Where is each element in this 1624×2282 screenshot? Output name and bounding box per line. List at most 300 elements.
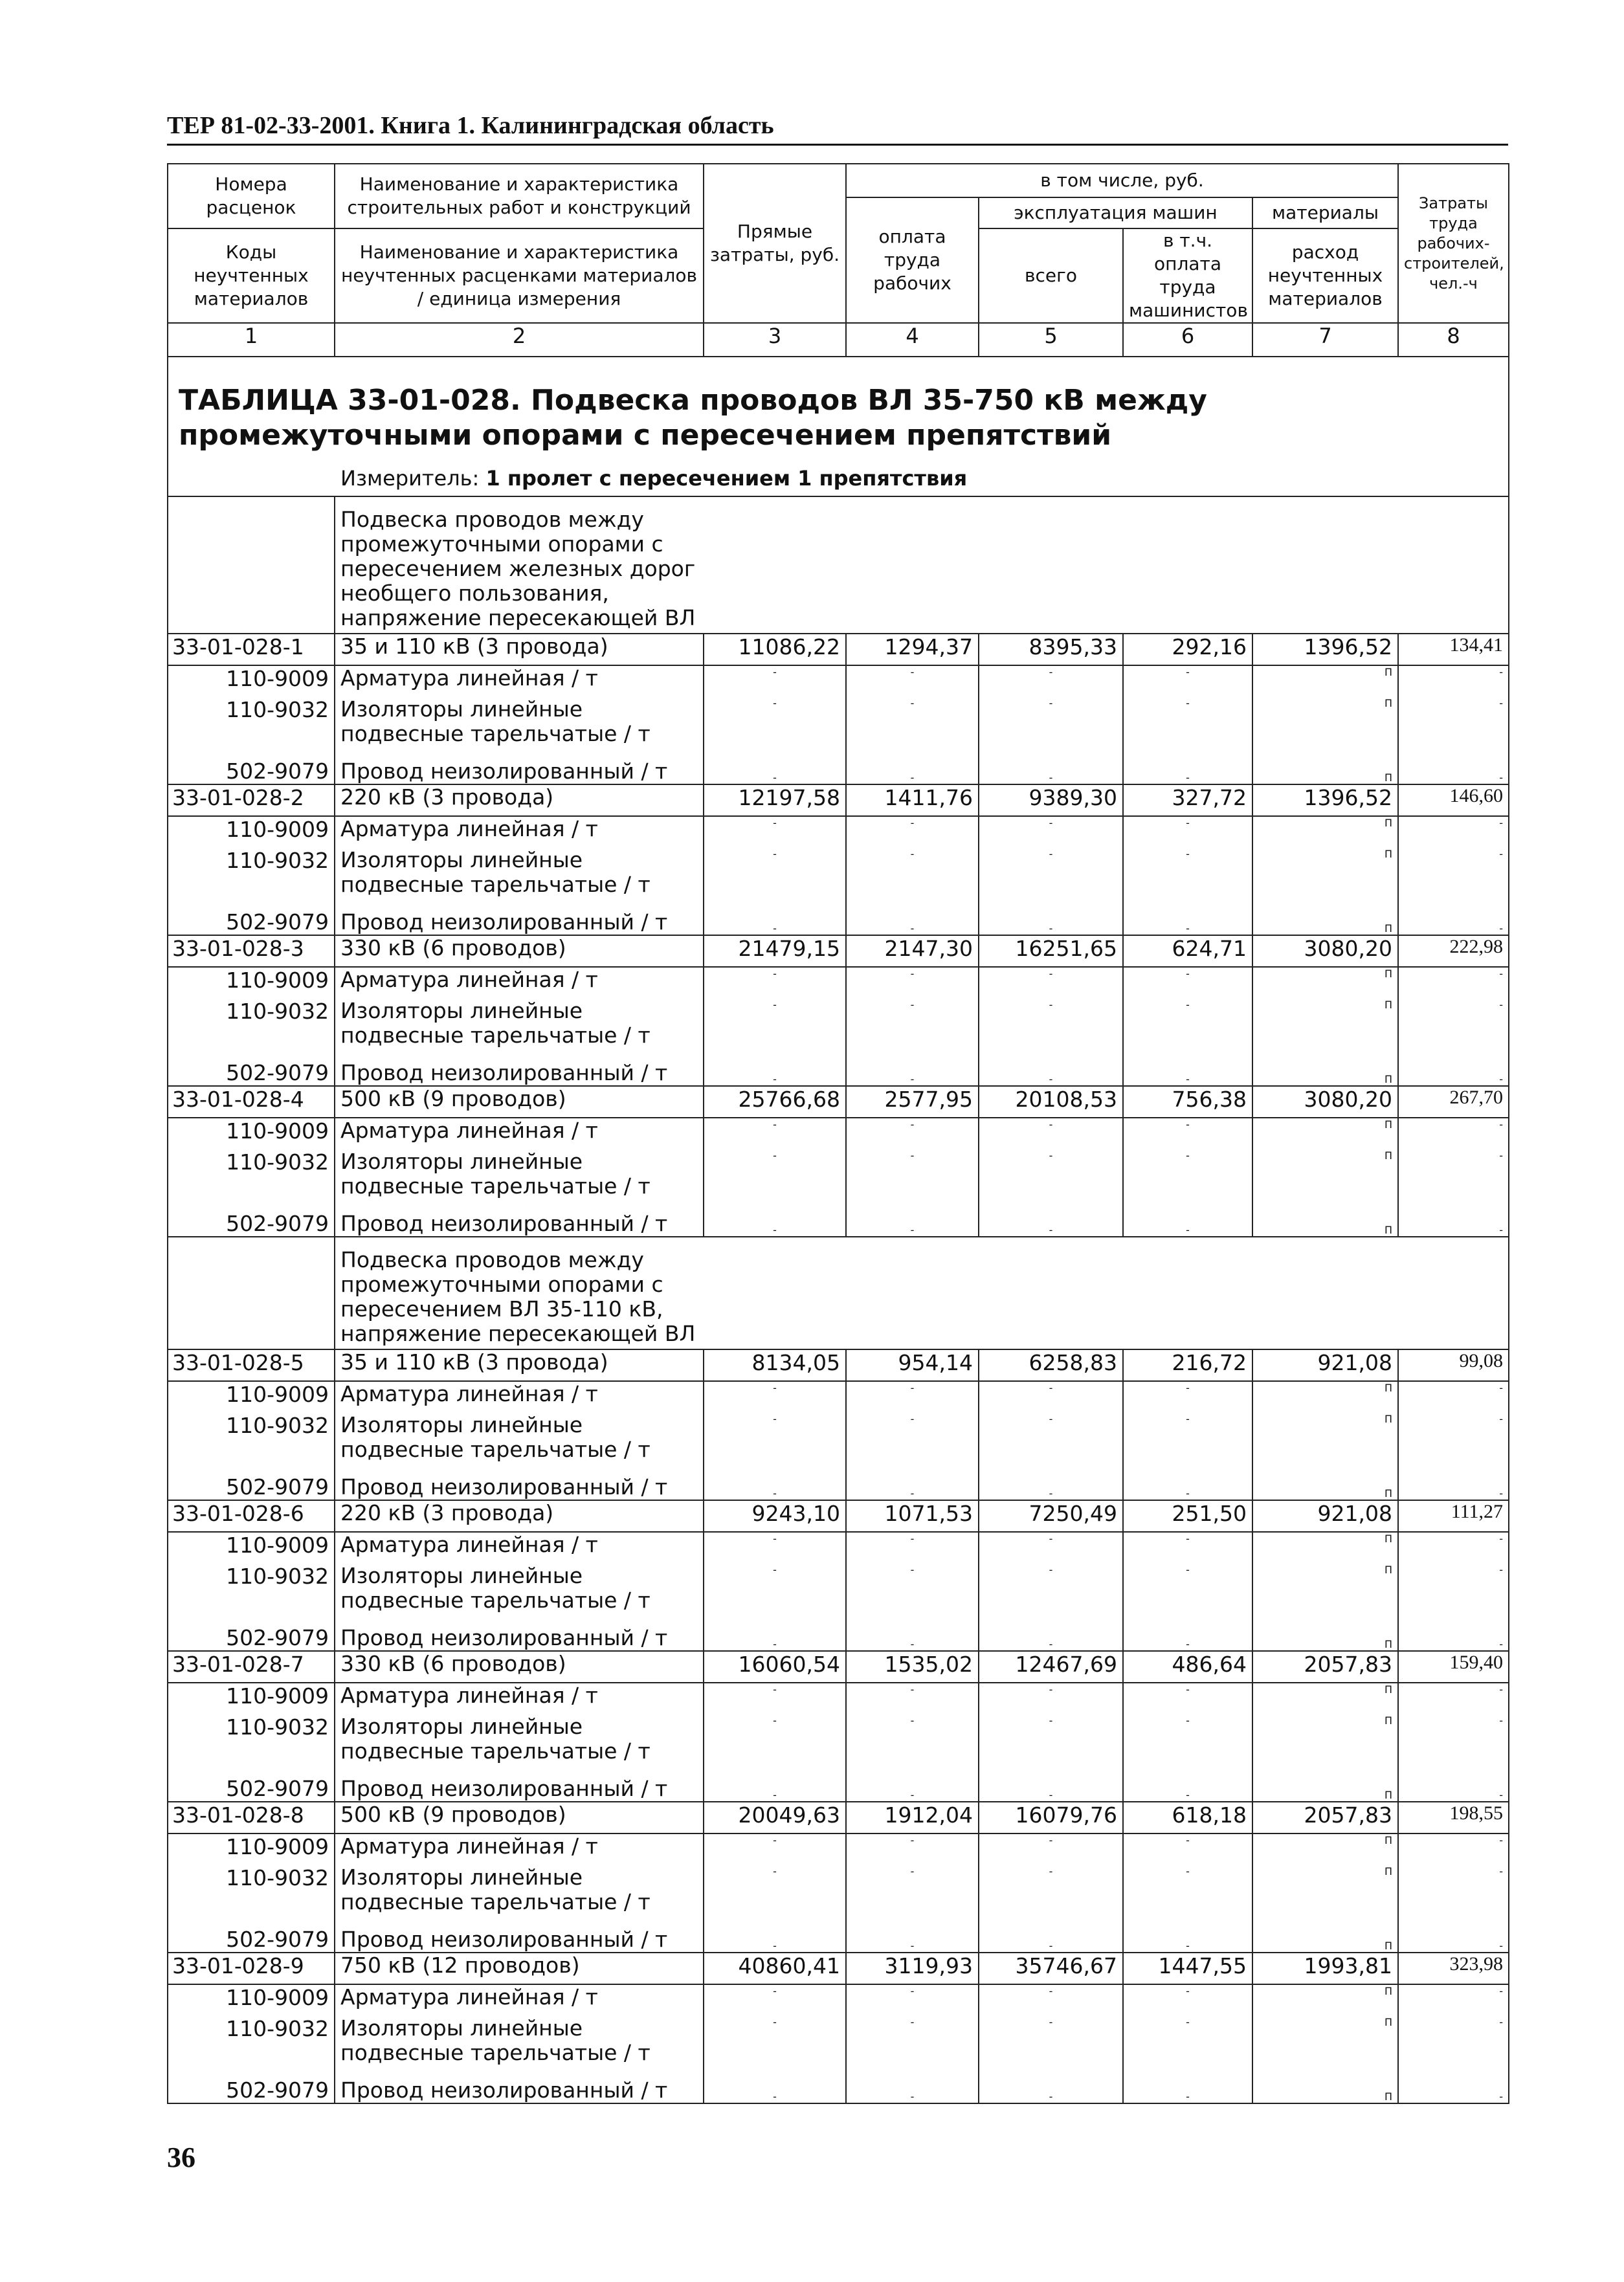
dash-cell: - — [846, 1921, 979, 1953]
material-flag: П — [1252, 2072, 1398, 2103]
rate-code: 33-01-028-2 — [168, 784, 335, 816]
material-row — [168, 1381, 1509, 1413]
dash-cell: - — [704, 1683, 846, 1714]
material-flag: П — [1252, 1205, 1398, 1237]
dash-cell: - — [1398, 1149, 1509, 1205]
material-name: Изоляторы линейные подвесные тарельчатые / т — [335, 999, 704, 1054]
dash-cell: - — [704, 1564, 846, 1619]
material-row — [168, 1532, 1509, 1564]
col2-top-header: Наименование и характеристика строительных работ и конструкций — [335, 164, 704, 228]
machines-cost: 8395,33 — [979, 634, 1123, 665]
dash-cell: - — [846, 1770, 979, 1802]
dash-cell: - — [704, 1054, 846, 1086]
materials-cost: 1396,52 — [1252, 634, 1398, 665]
material-code: 110-9032 — [168, 1413, 335, 1468]
dash-cell: - — [704, 1619, 846, 1651]
dash-cell: - — [704, 967, 846, 999]
material-code: 502-9079 — [168, 2072, 335, 2103]
material-flag: П — [1252, 697, 1398, 753]
direct-costs: 12197,58 — [704, 784, 846, 816]
dash-cell: - — [979, 753, 1123, 784]
material-code: 110-9009 — [168, 967, 335, 999]
dash-cell: - — [979, 1381, 1123, 1413]
dash-cell: - — [979, 816, 1123, 848]
material-code: 110-9009 — [168, 1532, 335, 1564]
dash-cell: - — [704, 697, 846, 753]
col6-header: в т.ч. оплата труда машинистов — [1123, 228, 1252, 323]
dash-cell: - — [1123, 848, 1252, 903]
material-flag: П — [1252, 1833, 1398, 1865]
table-head — [168, 164, 1509, 357]
dash-cell: - — [846, 753, 979, 784]
material-code: 110-9032 — [168, 1714, 335, 1770]
material-code: 110-9032 — [168, 999, 335, 1054]
dash-cell: - — [846, 1714, 979, 1770]
dash-cell: - — [979, 1683, 1123, 1714]
machinists-cost: 618,18 — [1123, 1802, 1252, 1833]
group-heading-row — [168, 496, 1509, 634]
dash-cell: - — [979, 1984, 1123, 2016]
dash-cell: - — [704, 1770, 846, 1802]
labor-hours: 159,40 — [1398, 1651, 1509, 1683]
material-flag: П — [1252, 753, 1398, 784]
dash-cell: - — [1398, 1054, 1509, 1086]
col8-header: Затраты труда рабочих-строителей, чел.-ч — [1398, 164, 1509, 323]
rate-name: 220 кВ (3 провода) — [335, 784, 704, 816]
material-flag: П — [1252, 1381, 1398, 1413]
machinists-cost: 251,50 — [1123, 1500, 1252, 1532]
materials-cost: 3080,20 — [1252, 1086, 1398, 1118]
material-code: 110-9009 — [168, 1833, 335, 1865]
dash-cell: - — [1398, 999, 1509, 1054]
labor-hours: 146,60 — [1398, 784, 1509, 816]
machinists-cost: 624,71 — [1123, 935, 1252, 967]
material-name: Провод неизолированный / т — [335, 1619, 704, 1651]
dash-cell: - — [1123, 1413, 1252, 1468]
materials-cost: 921,08 — [1252, 1500, 1398, 1532]
dash-cell: - — [1398, 903, 1509, 935]
direct-costs: 16060,54 — [704, 1651, 846, 1683]
dash-cell: - — [979, 2072, 1123, 2103]
col-number: 4 — [846, 323, 979, 357]
labor-hours: 323,98 — [1398, 1953, 1509, 1984]
material-name: Арматура линейная / т — [335, 1532, 704, 1564]
column-numbers-row — [168, 323, 1509, 357]
dash-cell: - — [1123, 816, 1252, 848]
material-code: 110-9032 — [168, 1564, 335, 1619]
rate-row — [168, 634, 1509, 665]
incl-header: в том числе, руб. — [846, 164, 1398, 197]
machines-cost: 7250,49 — [979, 1500, 1123, 1532]
material-name: Изоляторы линейные подвесные тарельчатые / т — [335, 2016, 704, 2072]
labor-hours: 99,08 — [1398, 1349, 1509, 1381]
rate-name: 220 кВ (3 провода) — [335, 1500, 704, 1532]
dash-cell: - — [846, 1532, 979, 1564]
dash-cell: - — [846, 1413, 979, 1468]
dash-cell: - — [1398, 848, 1509, 903]
dash-cell: - — [979, 1413, 1123, 1468]
dash-cell: - — [846, 1468, 979, 1500]
labor-hours: 267,70 — [1398, 1086, 1509, 1118]
material-code: 110-9009 — [168, 665, 335, 697]
material-flag: П — [1252, 1468, 1398, 1500]
dash-cell: - — [979, 1532, 1123, 1564]
dash-cell: - — [1398, 967, 1509, 999]
material-name: Провод неизолированный / т — [335, 753, 704, 784]
material-row — [168, 1714, 1509, 1770]
rate-code: 33-01-028-7 — [168, 1651, 335, 1683]
material-row — [168, 848, 1509, 903]
col1-bottom-header: Коды неучтенных материалов — [168, 228, 335, 323]
labor-cost: 1535,02 — [846, 1651, 979, 1683]
machinists-cost: 327,72 — [1123, 784, 1252, 816]
dash-cell: - — [704, 1984, 846, 2016]
col-number: 6 — [1123, 323, 1252, 357]
dash-cell: - — [1398, 1865, 1509, 1921]
material-flag: П — [1252, 1149, 1398, 1205]
dash-cell: - — [979, 1714, 1123, 1770]
machinists-cost: 486,64 — [1123, 1651, 1252, 1683]
dash-cell: - — [979, 665, 1123, 697]
material-row — [168, 1564, 1509, 1619]
dash-cell: - — [1398, 2072, 1509, 2103]
material-row — [168, 999, 1509, 1054]
dash-cell: - — [1123, 1619, 1252, 1651]
material-name: Арматура линейная / т — [335, 1683, 704, 1714]
dash-cell: - — [979, 1833, 1123, 1865]
material-flag: П — [1252, 1619, 1398, 1651]
material-flag: П — [1252, 1564, 1398, 1619]
dash-cell: - — [1123, 967, 1252, 999]
material-row — [168, 816, 1509, 848]
machinists-cost: 216,72 — [1123, 1349, 1252, 1381]
material-name: Арматура линейная / т — [335, 1118, 704, 1149]
rate-row — [168, 1500, 1509, 1532]
material-code: 502-9079 — [168, 1054, 335, 1086]
material-flag: П — [1252, 848, 1398, 903]
dash-cell: - — [846, 1865, 979, 1921]
material-name: Провод неизолированный / т — [335, 1770, 704, 1802]
rate-code: 33-01-028-6 — [168, 1500, 335, 1532]
dash-cell: - — [979, 967, 1123, 999]
machines-cost: 6258,83 — [979, 1349, 1123, 1381]
table-title-block — [168, 357, 1509, 496]
material-name: Изоляторы линейные подвесные тарельчатые / т — [335, 1865, 704, 1921]
material-flag: П — [1252, 665, 1398, 697]
dash-cell: - — [1398, 1619, 1509, 1651]
material-flag: П — [1252, 1118, 1398, 1149]
material-flag: П — [1252, 1054, 1398, 1086]
dash-cell: - — [979, 1149, 1123, 1205]
dash-cell: - — [704, 1149, 846, 1205]
machinists-cost: 292,16 — [1123, 634, 1252, 665]
dash-cell: - — [1123, 2072, 1252, 2103]
dash-cell: - — [846, 2072, 979, 2103]
material-code: 110-9032 — [168, 2016, 335, 2072]
dash-cell: - — [846, 665, 979, 697]
dash-cell: - — [1398, 1921, 1509, 1953]
dash-cell: - — [704, 1205, 846, 1237]
dash-cell: - — [979, 1054, 1123, 1086]
material-code: 110-9032 — [168, 848, 335, 903]
machines-cost: 20108,53 — [979, 1086, 1123, 1118]
dash-cell: - — [846, 1118, 979, 1149]
material-flag: П — [1252, 967, 1398, 999]
measure-label: Измеритель: — [340, 466, 480, 491]
dash-cell: - — [1398, 1413, 1509, 1468]
material-code: 502-9079 — [168, 1921, 335, 1953]
dash-cell: - — [1398, 1984, 1509, 2016]
material-row — [168, 1833, 1509, 1865]
page-number: 36 — [167, 2142, 195, 2173]
material-code: 502-9079 — [168, 753, 335, 784]
dash-cell: - — [1398, 1468, 1509, 1500]
rate-code: 33-01-028-4 — [168, 1086, 335, 1118]
dash-cell: - — [979, 848, 1123, 903]
dash-cell: - — [704, 848, 846, 903]
rate-code: 33-01-028-9 — [168, 1953, 335, 1984]
dash-cell: - — [979, 999, 1123, 1054]
material-name: Изоляторы линейные подвесные тарельчатые / т — [335, 697, 704, 753]
rate-row — [168, 1651, 1509, 1683]
dash-cell: - — [846, 903, 979, 935]
material-name: Арматура линейная / т — [335, 967, 704, 999]
dash-cell: - — [1123, 1381, 1252, 1413]
dash-cell: - — [704, 903, 846, 935]
dash-cell: - — [846, 967, 979, 999]
table-body — [168, 357, 1509, 2103]
materials-header: материалы — [1252, 197, 1398, 228]
rate-code: 33-01-028-8 — [168, 1802, 335, 1833]
material-row — [168, 903, 1509, 935]
rate-name: 35 и 110 кВ (3 провода) — [335, 1349, 704, 1381]
machines-cost: 9389,30 — [979, 784, 1123, 816]
dash-cell: - — [1123, 1865, 1252, 1921]
material-name: Изоляторы линейные подвесные тарельчатые / т — [335, 1564, 704, 1619]
col-number: 8 — [1398, 323, 1509, 357]
material-name: Арматура линейная / т — [335, 1984, 704, 2016]
dash-cell: - — [979, 1564, 1123, 1619]
materials-cost: 1993,81 — [1252, 1953, 1398, 1984]
rate-name: 500 кВ (9 проводов) — [335, 1086, 704, 1118]
material-flag: П — [1252, 1921, 1398, 1953]
material-row — [168, 1619, 1509, 1651]
dash-cell: - — [1123, 1714, 1252, 1770]
dash-cell: - — [979, 697, 1123, 753]
material-row — [168, 967, 1509, 999]
material-flag: П — [1252, 816, 1398, 848]
material-name: Изоляторы линейные подвесные тарельчатые / т — [335, 1714, 704, 1770]
material-row — [168, 1468, 1509, 1500]
dash-cell: - — [1123, 999, 1252, 1054]
dash-cell: - — [704, 2016, 846, 2072]
rate-row — [168, 1953, 1509, 1984]
labor-hours: 111,27 — [1398, 1500, 1509, 1532]
material-row — [168, 1683, 1509, 1714]
material-row — [168, 1865, 1509, 1921]
dash-cell: - — [1123, 1833, 1252, 1865]
header-rule — [167, 144, 1508, 146]
dash-cell: - — [704, 999, 846, 1054]
dash-cell: - — [1123, 2016, 1252, 2072]
dash-cell: - — [704, 2072, 846, 2103]
dash-cell: - — [704, 1921, 846, 1953]
machines-cost: 16079,76 — [979, 1802, 1123, 1833]
rate-name: 330 кВ (6 проводов) — [335, 935, 704, 967]
dash-cell: - — [1398, 665, 1509, 697]
labor-cost: 954,14 — [846, 1349, 979, 1381]
dash-cell: - — [704, 753, 846, 784]
machines-cost: 35746,67 — [979, 1953, 1123, 1984]
material-code: 110-9009 — [168, 1984, 335, 2016]
dash-cell: - — [1398, 753, 1509, 784]
material-row — [168, 1984, 1509, 2016]
material-name: Арматура линейная / т — [335, 1381, 704, 1413]
direct-costs: 9243,10 — [704, 1500, 846, 1532]
materials-cost: 2057,83 — [1252, 1651, 1398, 1683]
dash-cell: - — [704, 1413, 846, 1468]
material-code: 502-9079 — [168, 1770, 335, 1802]
material-flag: П — [1252, 1865, 1398, 1921]
dash-cell: - — [1123, 1205, 1252, 1237]
rate-name: 750 кВ (12 проводов) — [335, 1953, 704, 1984]
dash-cell: - — [1123, 1118, 1252, 1149]
material-code: 502-9079 — [168, 1619, 335, 1651]
labor-cost: 1912,04 — [846, 1802, 979, 1833]
material-name: Провод неизолированный / т — [335, 1054, 704, 1086]
machines-header: эксплуатация машин — [979, 197, 1252, 228]
dash-cell: - — [846, 999, 979, 1054]
direct-costs: 25766,68 — [704, 1086, 846, 1118]
table-title: ТАБЛИЦА 33-01-028. Подвеска проводов ВЛ 35-750 кВ между промежуточными опорами с пересечением препятствий — [179, 384, 1207, 452]
dash-cell: - — [846, 1683, 979, 1714]
material-flag: П — [1252, 999, 1398, 1054]
rate-name: 500 кВ (9 проводов) — [335, 1802, 704, 1833]
material-name: Арматура линейная / т — [335, 1833, 704, 1865]
material-code: 502-9079 — [168, 1468, 335, 1500]
labor-cost: 1411,76 — [846, 784, 979, 816]
labor-cost: 1294,37 — [846, 634, 979, 665]
dash-cell: - — [1123, 753, 1252, 784]
material-code: 110-9032 — [168, 697, 335, 753]
dash-cell: - — [704, 1714, 846, 1770]
dash-cell: - — [1123, 1149, 1252, 1205]
material-flag: П — [1252, 1714, 1398, 1770]
rates-table — [167, 163, 1509, 2104]
material-code: 110-9032 — [168, 1149, 335, 1205]
material-row — [168, 665, 1509, 697]
dash-cell: - — [1123, 1532, 1252, 1564]
labor-cost: 2147,30 — [846, 935, 979, 967]
dash-cell: - — [1398, 1833, 1509, 1865]
dash-cell: - — [1398, 1564, 1509, 1619]
labor-hours: 198,55 — [1398, 1802, 1509, 1833]
dash-cell: - — [979, 1865, 1123, 1921]
dash-cell: - — [846, 1984, 979, 2016]
dash-cell: - — [1398, 697, 1509, 753]
material-name: Изоляторы линейные подвесные тарельчатые / т — [335, 848, 704, 903]
dash-cell: - — [846, 848, 979, 903]
document-header: ТЕР 81-02-33-2001. Книга 1. Калининградская область — [167, 112, 774, 139]
material-row — [168, 1118, 1509, 1149]
dash-cell: - — [1123, 1468, 1252, 1500]
materials-cost: 921,08 — [1252, 1349, 1398, 1381]
dash-cell: - — [1123, 697, 1252, 753]
material-code: 110-9032 — [168, 1865, 335, 1921]
group-heading-code-cell — [168, 1237, 335, 1349]
col-number: 1 — [168, 323, 335, 357]
rate-code: 33-01-028-5 — [168, 1349, 335, 1381]
labor-cost: 1071,53 — [846, 1500, 979, 1532]
rate-row — [168, 1086, 1509, 1118]
material-code: 502-9079 — [168, 1205, 335, 1237]
direct-costs: 8134,05 — [704, 1349, 846, 1381]
material-name: Арматура линейная / т — [335, 665, 704, 697]
dash-cell: - — [846, 697, 979, 753]
dash-cell: - — [1398, 2016, 1509, 2072]
material-code: 110-9009 — [168, 816, 335, 848]
dash-cell: - — [846, 2016, 979, 2072]
dash-cell: - — [846, 1381, 979, 1413]
material-name: Изоляторы линейные подвесные тарельчатые / т — [335, 1149, 704, 1205]
labor-cost: 2577,95 — [846, 1086, 979, 1118]
col5-header: всего — [979, 228, 1123, 323]
measure-value: 1 пролет с пересечением 1 препятствия — [485, 466, 968, 491]
dash-cell: - — [979, 903, 1123, 935]
material-row — [168, 697, 1509, 753]
col-number: 7 — [1252, 323, 1398, 357]
dash-cell: - — [979, 1921, 1123, 1953]
material-flag: П — [1252, 2016, 1398, 2072]
labor-hours: 222,98 — [1398, 935, 1509, 967]
dash-cell: - — [1398, 1714, 1509, 1770]
rate-name: 35 и 110 кВ (3 провода) — [335, 634, 704, 665]
rate-code: 33-01-028-3 — [168, 935, 335, 967]
rate-row — [168, 935, 1509, 967]
rate-name: 330 кВ (6 проводов) — [335, 1651, 704, 1683]
dash-cell: - — [704, 1865, 846, 1921]
dash-cell: - — [1123, 1770, 1252, 1802]
material-flag: П — [1252, 1532, 1398, 1564]
col4-header: оплата труда рабочих — [846, 197, 979, 323]
machines-cost: 12467,69 — [979, 1651, 1123, 1683]
direct-costs: 11086,22 — [704, 634, 846, 665]
dash-cell: - — [979, 2016, 1123, 2072]
dash-cell: - — [846, 1833, 979, 1865]
labor-cost: 3119,93 — [846, 1953, 979, 1984]
dash-cell: - — [1123, 1921, 1252, 1953]
dash-cell: - — [979, 1770, 1123, 1802]
material-flag: П — [1252, 1984, 1398, 2016]
dash-cell: - — [979, 1205, 1123, 1237]
dash-cell: - — [704, 1532, 846, 1564]
material-name: Провод неизолированный / т — [335, 1468, 704, 1500]
machinists-cost: 1447,55 — [1123, 1953, 1252, 1984]
dash-cell: - — [846, 1564, 979, 1619]
dash-cell: - — [1398, 1381, 1509, 1413]
rate-row — [168, 784, 1509, 816]
dash-cell: - — [1398, 1770, 1509, 1802]
material-name: Провод неизолированный / т — [335, 2072, 704, 2103]
dash-cell: - — [704, 1833, 846, 1865]
group-heading-code-cell — [168, 496, 335, 634]
material-row — [168, 1413, 1509, 1468]
material-flag: П — [1252, 1683, 1398, 1714]
dash-cell: - — [979, 1468, 1123, 1500]
material-row — [168, 1205, 1509, 1237]
material-name: Провод неизолированный / т — [335, 903, 704, 935]
direct-costs: 40860,41 — [704, 1953, 846, 1984]
